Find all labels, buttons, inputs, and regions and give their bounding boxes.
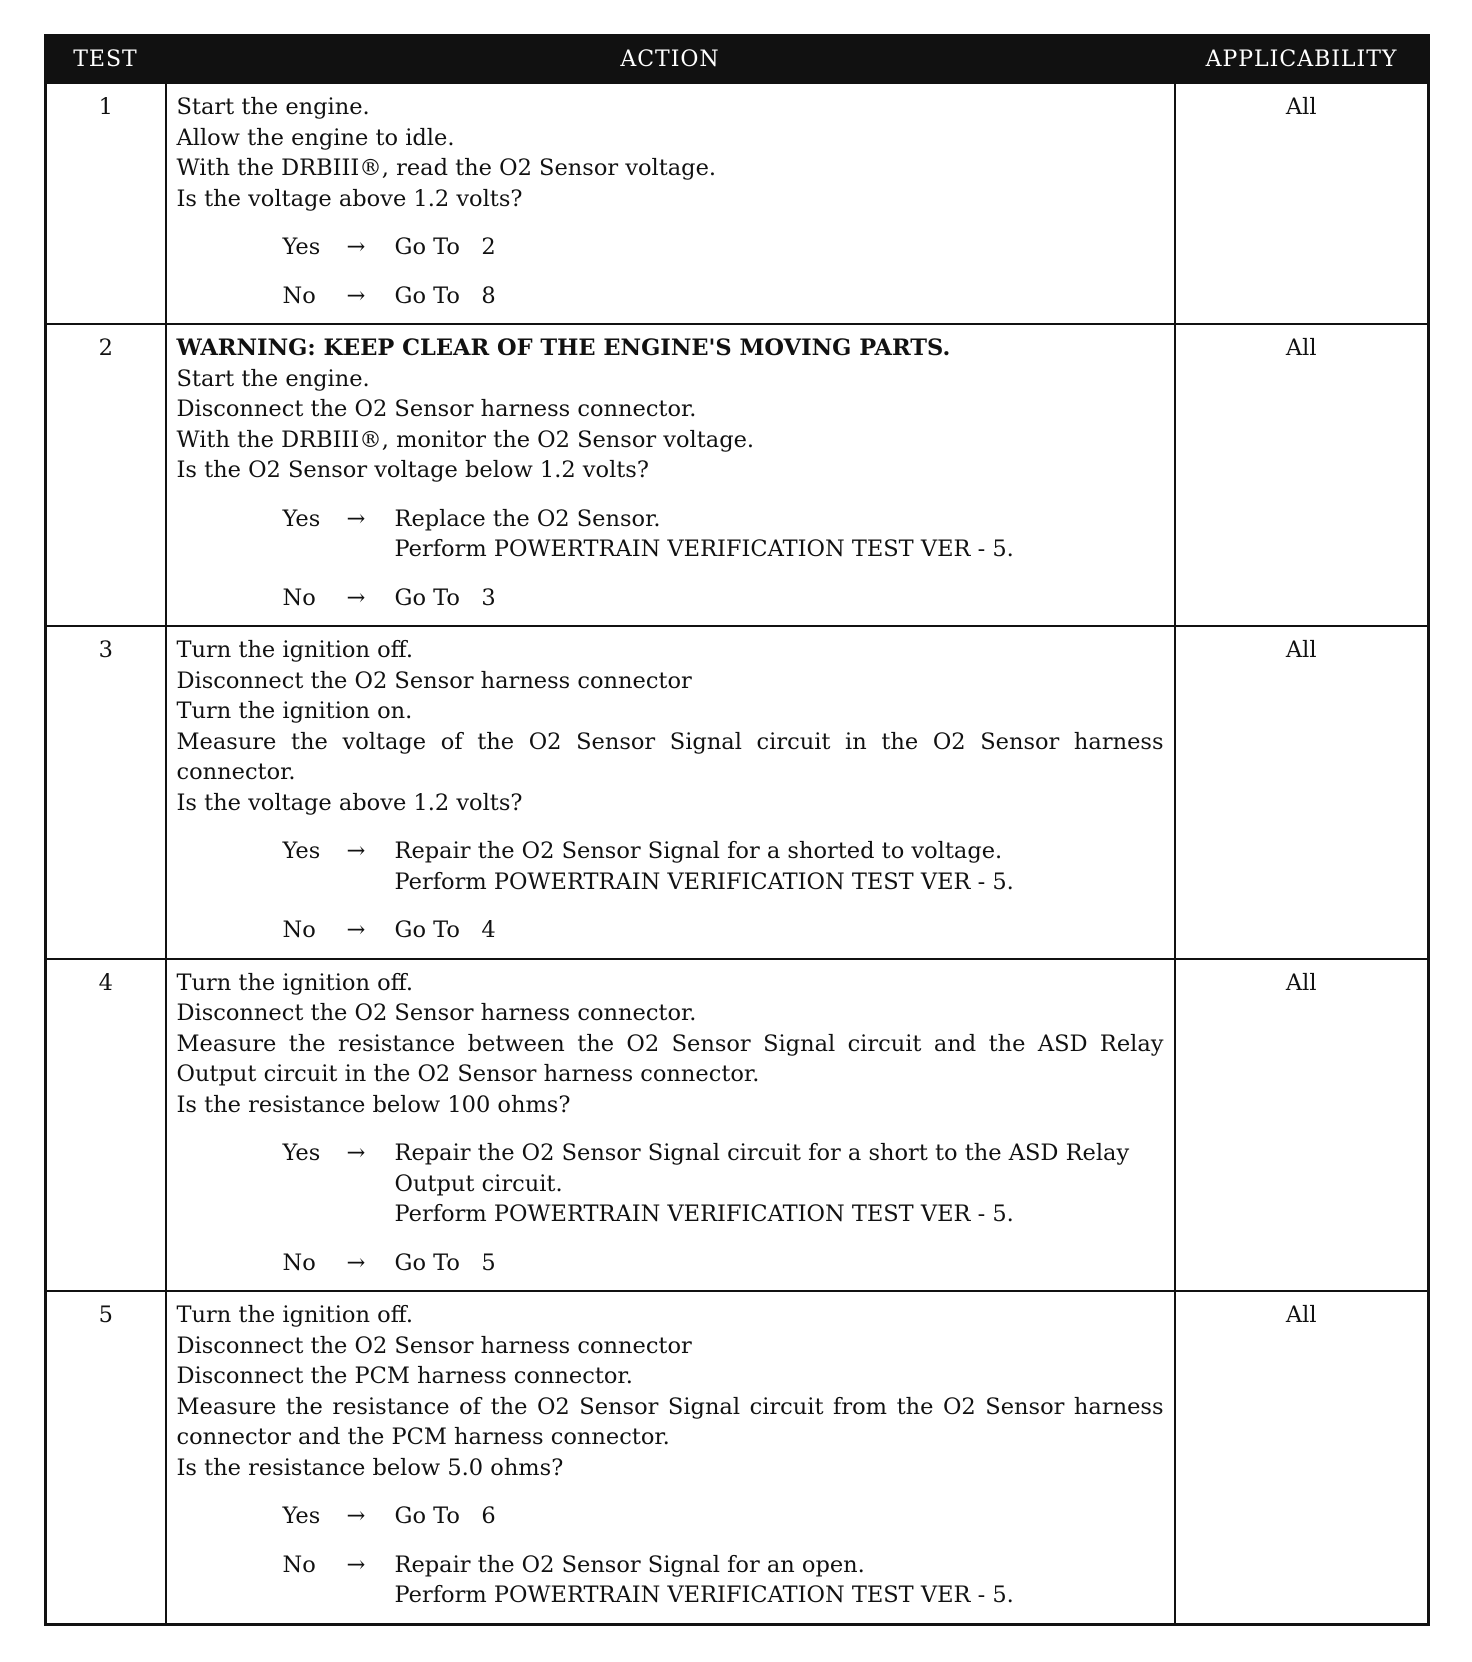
applicability-value: All: [1175, 324, 1429, 626]
no-label: No: [282, 917, 316, 943]
result-line: Perform POWERTRAIN VERIFICATION TEST VER - 5.: [394, 536, 1014, 562]
yes-result: [395, 504, 1164, 565]
action-step: With the DRBIII®, read the O2 Sensor voltage.: [176, 155, 717, 181]
yes-option: [283, 836, 1164, 897]
no-result: [395, 1550, 1164, 1611]
no-label: No: [282, 1551, 316, 1578]
action-step: Turn the ignition off.: [176, 637, 413, 663]
action-step: With the DRBIII®, monitor the O2 Sensor voltage.: [176, 426, 755, 453]
arrow-right-icon: →: [346, 838, 366, 864]
yes-result: [395, 1138, 1164, 1230]
test-number: 1: [46, 83, 166, 325]
no-result: [395, 281, 1164, 312]
action-cell: [166, 959, 1175, 1292]
yes-result: [395, 1501, 1164, 1532]
action-cell: [166, 626, 1175, 959]
table-row: [46, 324, 1429, 626]
result-line: Repair the O2 Sensor Signal for an open.: [394, 1551, 865, 1578]
action-step: Turn the ignition off.: [176, 969, 413, 996]
result-line: Repair the O2 Sensor Signal circuit for a short to the ASD Relay Output circuit.: [394, 1140, 1137, 1197]
header-action: ACTION: [166, 36, 1175, 83]
yes-label: Yes: [282, 234, 321, 260]
action-cell: [166, 1291, 1175, 1624]
action-step: Allow the engine to idle.: [176, 124, 455, 151]
arrow-right-icon: →: [346, 917, 366, 943]
table-row: [46, 83, 1429, 325]
yes-label: Yes: [282, 1503, 321, 1529]
arrow-right-icon: →: [346, 584, 366, 611]
yes-result: [395, 836, 1164, 897]
result-line: Perform POWERTRAIN VERIFICATION TEST VER - 5.: [394, 1201, 1014, 1227]
no-option: [283, 281, 1164, 312]
table-row: [46, 959, 1429, 1292]
arrow-right-icon: →: [346, 1249, 366, 1276]
arrow-right-icon: →: [346, 1140, 366, 1166]
yes-option: [283, 1501, 1164, 1532]
test-number: 4: [46, 959, 166, 1292]
action-step: Start the engine.: [176, 94, 370, 120]
arrow-right-icon: →: [346, 282, 366, 309]
header-applicability: APPLICABILITY: [1175, 36, 1429, 83]
action-step: Is the resistance below 100 ohms?: [176, 1091, 571, 1118]
action-step: Disconnect the O2 Sensor harness connector.: [176, 396, 697, 422]
action-step: Measure the voltage of the O2 Sensor Signal circuit in the O2 Sensor harness connector.: [176, 728, 1164, 785]
no-option: [283, 915, 1164, 946]
applicability-value: All: [1175, 959, 1429, 1292]
action-step: Start the engine.: [176, 365, 370, 392]
warning-text: WARNING: KEEP CLEAR OF THE ENGINE'S MOVING PARTS.: [176, 335, 951, 361]
table-row: [46, 626, 1429, 959]
result-line: Go To 3: [394, 584, 496, 611]
result-line: Replace the O2 Sensor.: [394, 505, 661, 532]
action-step: Is the voltage above 1.2 volts?: [176, 789, 523, 816]
arrow-right-icon: →: [346, 1503, 366, 1529]
result-line: Go To 5: [394, 1249, 496, 1276]
applicability-value: All: [1175, 626, 1429, 959]
yes-option: [283, 504, 1164, 565]
applicability-value: All: [1175, 1291, 1429, 1624]
no-result: [395, 915, 1164, 946]
action-step: Turn the ignition on.: [176, 698, 413, 724]
test-number: 3: [46, 626, 166, 959]
table-row: [46, 1291, 1429, 1624]
yes-option: [283, 1138, 1164, 1230]
arrow-right-icon: →: [346, 1551, 366, 1578]
table-header-row: [46, 36, 1429, 83]
action-cell: [166, 324, 1175, 626]
action-step: Disconnect the O2 Sensor harness connector: [176, 1332, 692, 1359]
action-step: Disconnect the PCM harness connector.: [176, 1363, 633, 1389]
test-number: 5: [46, 1291, 166, 1624]
result-line: Go To 4: [394, 917, 496, 943]
header-test: TEST: [46, 36, 166, 83]
no-result: [395, 583, 1164, 614]
diagnostic-test-table-container: [44, 34, 1430, 1626]
test-number: 2: [46, 324, 166, 626]
no-label: No: [282, 1249, 316, 1276]
no-option: [283, 1550, 1164, 1611]
result-line: Perform POWERTRAIN VERIFICATION TEST VER - 5.: [394, 868, 1014, 895]
table-body: [46, 83, 1429, 1625]
yes-option: [283, 232, 1164, 263]
diagnostic-test-table: [44, 34, 1430, 1626]
result-line: Go To 6: [394, 1503, 496, 1529]
applicability-value: All: [1175, 83, 1429, 325]
arrow-right-icon: →: [346, 505, 366, 532]
action-step: Measure the resistance between the O2 Sensor Signal circuit and the ASD Relay Output circuit in the O2 Sensor harness connector.: [176, 1030, 1164, 1087]
action-step: Disconnect the O2 Sensor harness connector: [176, 667, 692, 694]
action-step: Measure the resistance of the O2 Sensor Signal circuit from the O2 Sensor harness connector and the PCM harness connector.: [176, 1393, 1164, 1450]
yes-label: Yes: [282, 1140, 321, 1166]
action-step: Is the O2 Sensor voltage below 1.2 volts?: [176, 457, 649, 483]
yes-label: Yes: [282, 505, 321, 532]
no-label: No: [282, 584, 316, 611]
yes-result: [395, 232, 1164, 263]
result-line: Repair the O2 Sensor Signal for a shorted to voltage.: [394, 838, 1003, 864]
no-label: No: [282, 282, 316, 309]
arrow-right-icon: →: [346, 234, 366, 260]
no-option: [283, 1248, 1164, 1279]
action-step: Turn the ignition off.: [176, 1302, 413, 1328]
action-step: Is the resistance below 5.0 ohms?: [176, 1454, 564, 1481]
action-step: Is the voltage above 1.2 volts?: [176, 185, 523, 212]
result-line: Perform POWERTRAIN VERIFICATION TEST VER - 5.: [394, 1582, 1014, 1608]
yes-label: Yes: [282, 838, 321, 864]
no-result: [395, 1248, 1164, 1279]
action-cell: [166, 83, 1175, 325]
result-line: Go To 2: [394, 234, 496, 260]
no-option: [283, 583, 1164, 614]
result-line: Go To 8: [394, 282, 496, 309]
action-step: Disconnect the O2 Sensor harness connector.: [176, 1000, 697, 1026]
